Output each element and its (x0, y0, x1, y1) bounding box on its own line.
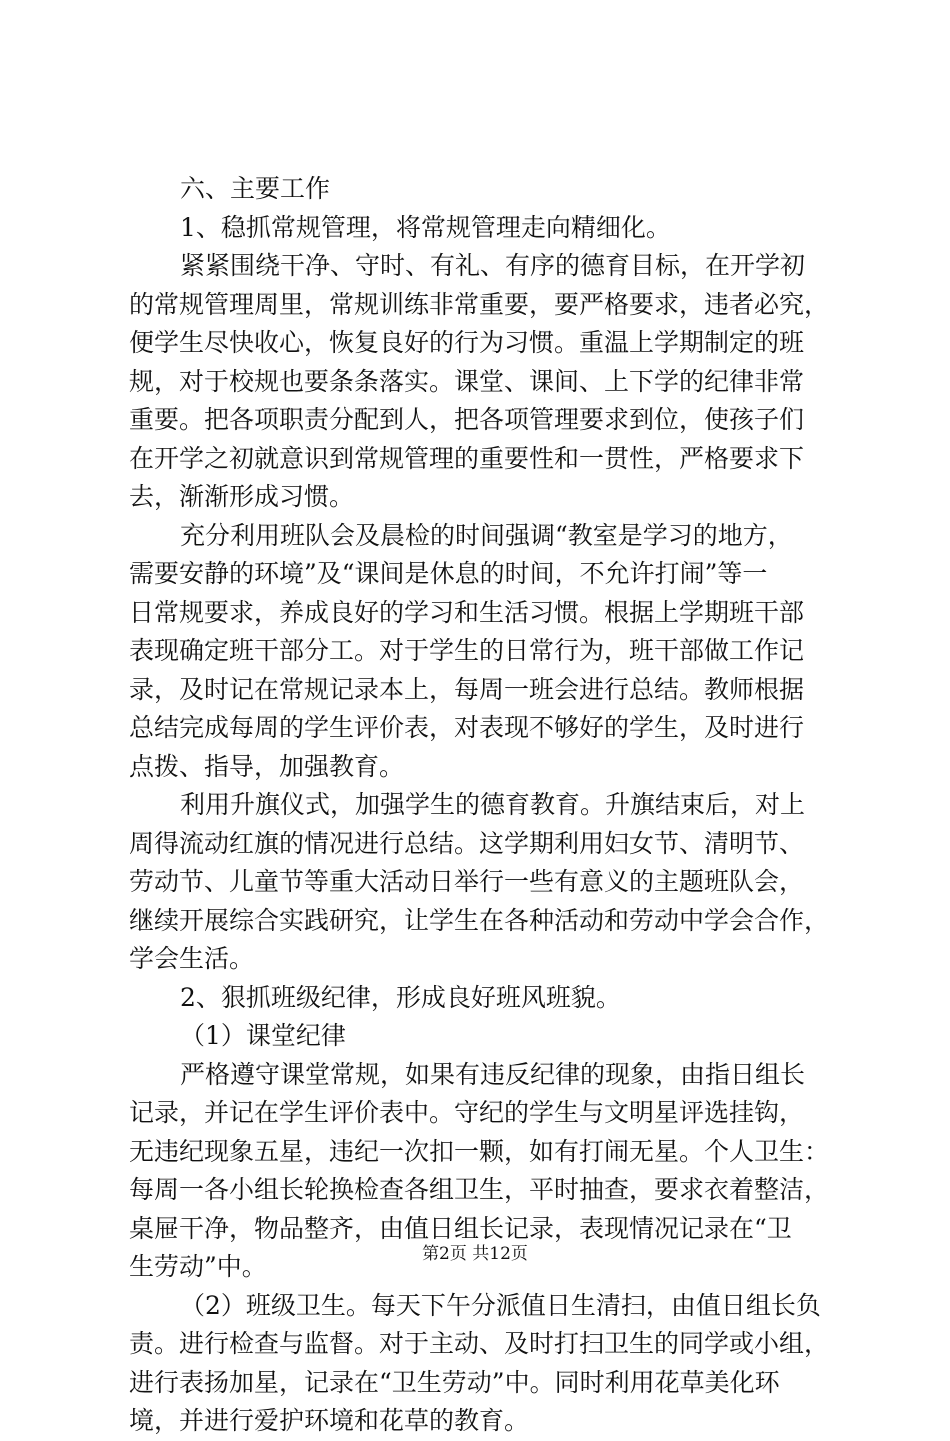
text-line: 总结完成每周的学生评价表，对表现不够好的学生，及时进行 (129, 713, 805, 742)
text-line: 责。进行检查与监督。对于主动、及时打扫卫生的同学或小组， (129, 1329, 830, 1358)
text-line: 每周一各小组长轮换检查各组卫生，平时抽查，要求衣着整洁， (129, 1175, 830, 1204)
paragraph (129, 209, 831, 248)
text-line: 严格遵守课堂常规，如果有违反纪律的现象，由指日组长 (180, 1059, 806, 1089)
paragraph (129, 1287, 831, 1441)
text-line: 需要安静的环境”及“课间是休息的时间，不允许打闹”等一 (129, 559, 768, 588)
text-line: 的常规管理周里，常规训练非常重要，要严格要求，违者必究， (129, 289, 830, 319)
text-line: 2、狠抓班级纪律，形成良好班风班貌。 (180, 982, 621, 1012)
text-line: 生劳动”中。 (129, 1252, 267, 1281)
text-line: 继续开展综合实践研究，让学生在各种活动和劳动中学会合作， (129, 905, 830, 935)
text-line: 学会生活。 (129, 944, 255, 973)
text-line: （2）班级卫生。每天下午分派值日生清扫，由值日组长负 (180, 1290, 821, 1320)
text-line: 录，及时记在常规记录本上，每周一班会进行总结。教师根据 (129, 674, 805, 704)
text-line: 六、主要工作 (180, 174, 331, 203)
text-line: 劳动节、儿童节等重大活动日举行一些有意义的主题班队会， (129, 867, 805, 896)
text-line: 日常规要求，养成良好的学习和生活习惯。根据上学期班干部 (129, 597, 805, 627)
text-line: 充分利用班队会及晨检的时间强调“教室是学习的地方， (180, 520, 793, 550)
text-line: 在开学之初就意识到常规管理的重要性和一贯性，严格要求下 (129, 443, 805, 473)
text-line: 表现确定班干部分工。对于学生的日常行为，班干部做工作记 (129, 636, 805, 665)
text-line: 境，并进行爱护环境和花草的教育。 (129, 1406, 530, 1435)
page-footer: 第2页 共12页 (422, 1244, 528, 1264)
paragraph (129, 1017, 831, 1056)
text-line: 桌屉干净，物品整齐，由值日组长记录，表现情况记录在“卫 (129, 1213, 792, 1243)
text-line: 记录，并记在学生评价表中。守纪的学生与文明星评选挂钩， (129, 1098, 805, 1127)
text-line: 进行表扬加星，记录在“卫生劳动”中。同时利用花草美化环 (129, 1367, 780, 1397)
text-line: 点拨、指导，加强教育。 (129, 751, 405, 781)
text-line: 去，渐渐形成习惯。 (129, 482, 355, 511)
paragraph (129, 517, 831, 787)
text-line: 便学生尽快收心，恢复良好的行为习惯。重温上学期制定的班 (129, 328, 805, 357)
paragraph (129, 247, 831, 517)
text-line: 紧紧围绕干净、守时、有礼、有序的德育目标，在开学初 (180, 251, 806, 280)
text-line: 周得流动红旗的情况进行总结。这学期利用妇女节、清明节、 (129, 828, 805, 858)
text-line: 重要。把各项职责分配到人，把各项管理要求到位，使孩子们 (129, 405, 805, 434)
text-line: 无违纪现象五星，违纪一次扣一颗，如有打闹无星。个人卫生： (129, 1136, 830, 1166)
text-line: （1）课堂纪律 (180, 1021, 346, 1050)
paragraph (129, 979, 831, 1018)
text-line: 利用升旗仪式，加强学生的德育教育。升旗结束后，对上 (180, 790, 806, 819)
paragraph (129, 786, 831, 979)
text-line: 规，对于校规也要条条落实。课堂、课间、上下学的纪律非常 (129, 366, 805, 396)
paragraph (129, 170, 831, 209)
text-line: 1、稳抓常规管理，将常规管理走向精细化。 (180, 212, 671, 242)
